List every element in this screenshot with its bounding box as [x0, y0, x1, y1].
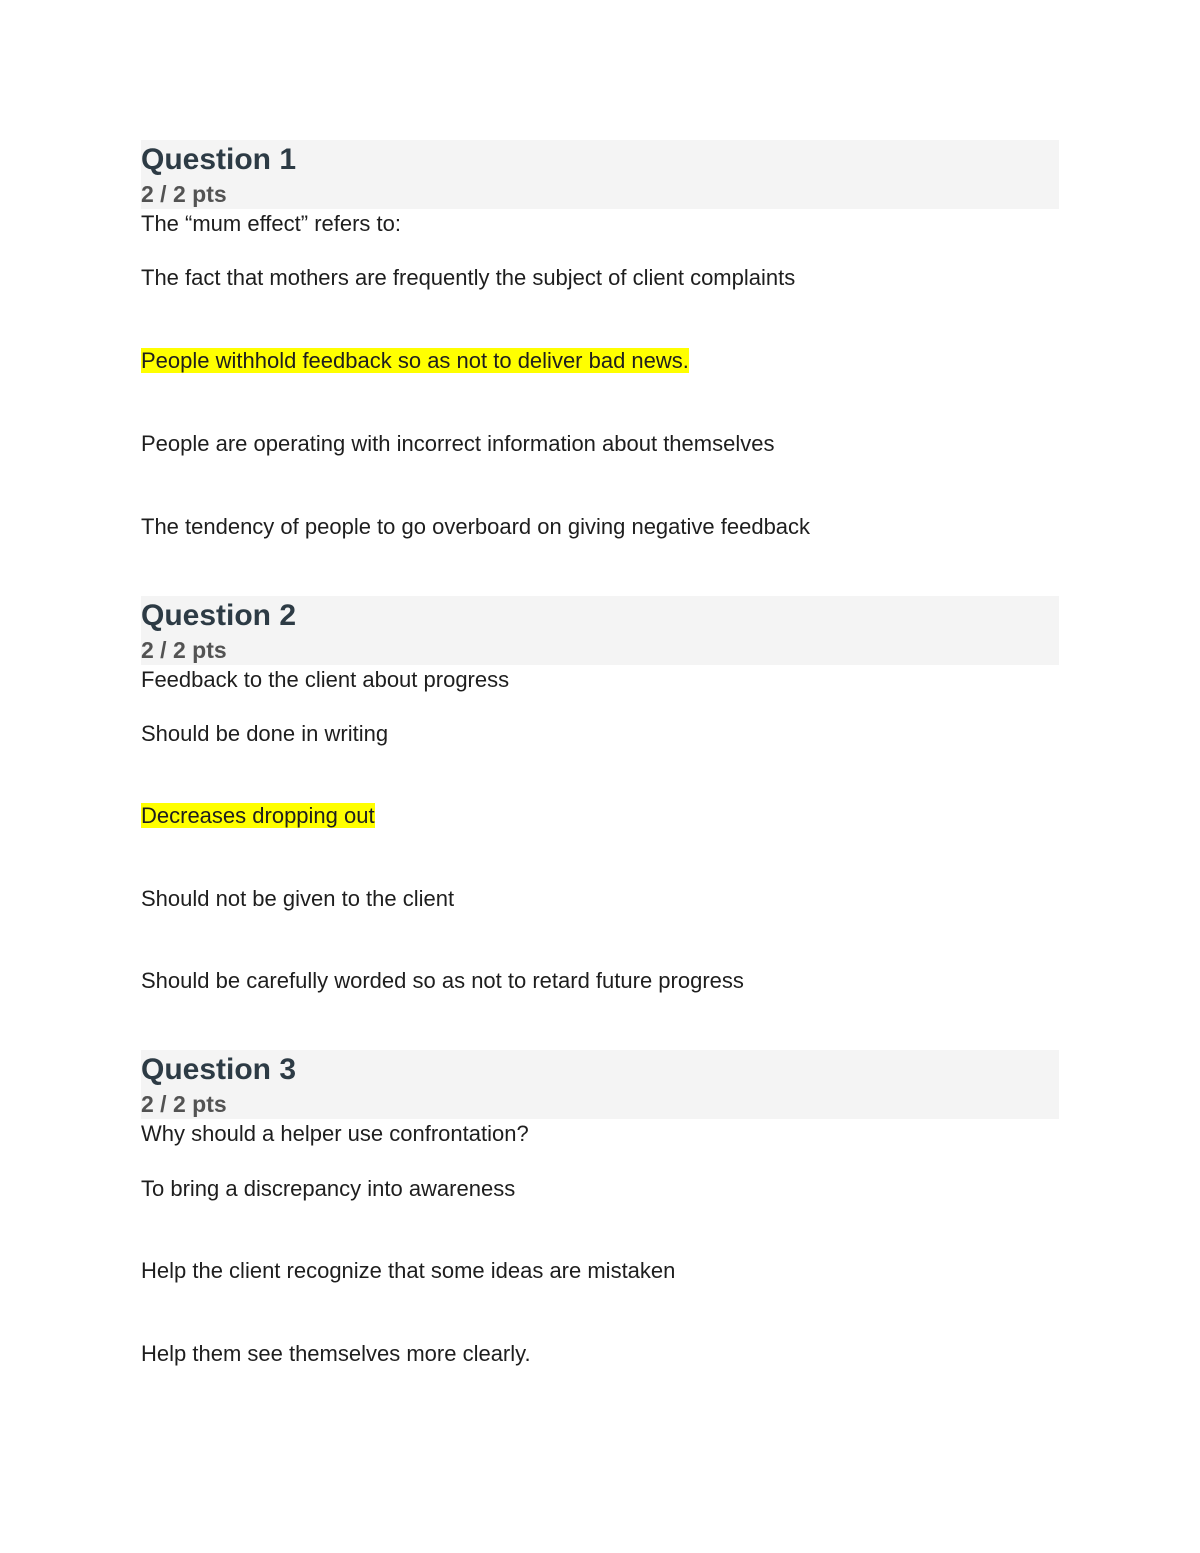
answer-text: Should be carefully worded so as not to retard future progress — [141, 968, 744, 993]
question-title: Question 3 — [141, 1053, 297, 1086]
answer-text: Help them see themselves more clearly. — [141, 1341, 531, 1366]
question-prompt: Why should a helper use confrontation? — [141, 1121, 529, 1146]
question-header — [141, 596, 1059, 665]
answer-option-selected — [141, 802, 375, 830]
question-header — [141, 1050, 1059, 1119]
answer-option — [141, 1340, 531, 1368]
answer-text: Should not be given to the client — [141, 886, 455, 911]
answer-text: The fact that mothers are frequently the subject of client complaints — [141, 265, 796, 290]
answer-text: Help the client recognize that some ideas are mistaken — [141, 1258, 676, 1283]
answer-text: The tendency of people to go overboard on giving negative feedback — [141, 514, 811, 539]
answer-option — [141, 430, 774, 458]
answer-text: People are operating with incorrect information about themselves — [141, 431, 775, 456]
question-points: 2 / 2 pts — [141, 1091, 227, 1117]
answer-option — [141, 264, 795, 292]
answer-option — [141, 885, 454, 913]
answer-text: Should be done in writing — [141, 721, 389, 746]
question-points: 2 / 2 pts — [141, 181, 227, 207]
question-prompt: The “mum effect” refers to: — [141, 211, 402, 236]
answer-option — [141, 1175, 515, 1203]
question-points: 2 / 2 pts — [141, 637, 227, 663]
answer-option — [141, 1257, 675, 1285]
answer-text: To bring a discrepancy into awareness — [141, 1176, 516, 1201]
answer-option-selected — [141, 347, 689, 375]
question-prompt: Feedback to the client about progress — [141, 667, 510, 692]
question-header — [141, 140, 1059, 209]
answer-text: People withhold feedback so as not to deliver bad news. — [141, 348, 689, 373]
answer-option — [141, 720, 388, 748]
answer-text: Decreases dropping out — [141, 803, 375, 828]
answer-option — [141, 967, 744, 995]
question-title: Question 2 — [141, 599, 297, 632]
question-title: Question 1 — [141, 143, 297, 176]
question-block-3 — [141, 1050, 1059, 1366]
answer-option — [141, 513, 810, 541]
question-block-2 — [141, 596, 1059, 993]
question-block-1 — [141, 140, 1059, 539]
